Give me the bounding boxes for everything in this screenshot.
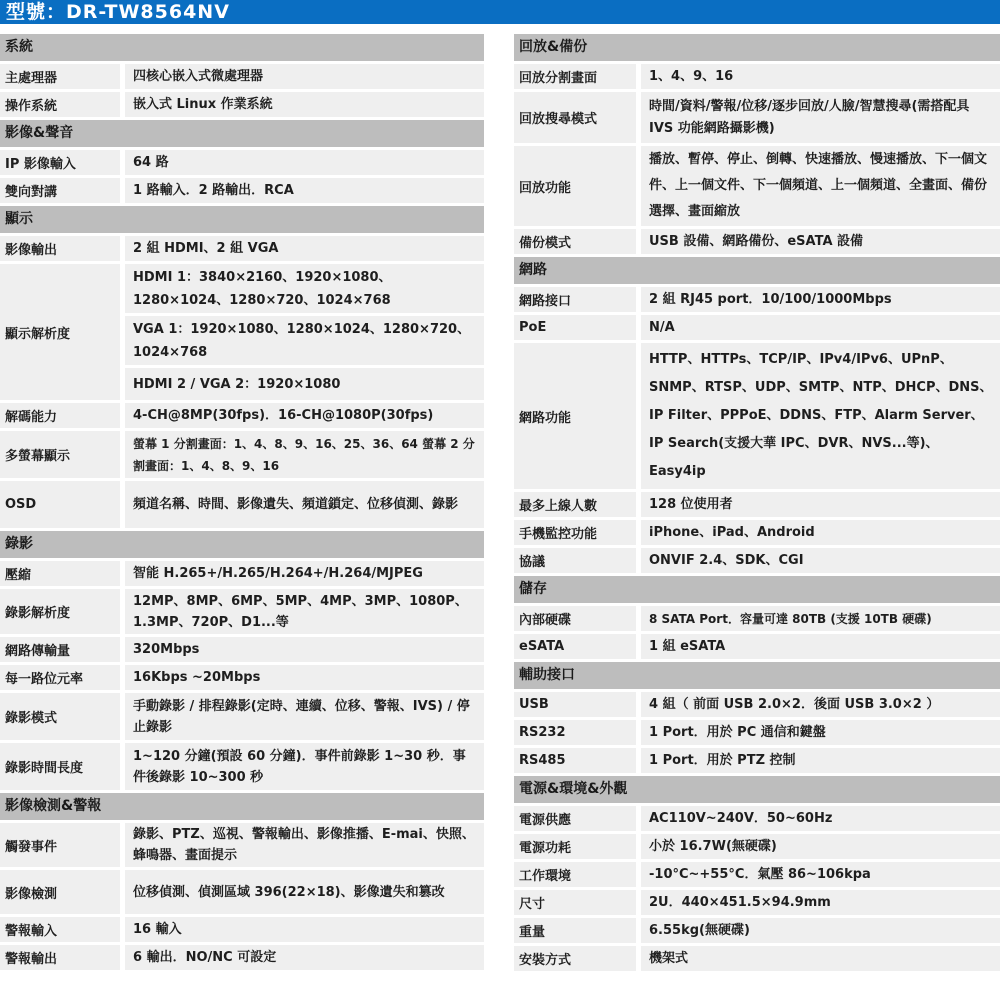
spec-value: 4-CH@8MP(30fps)．16-CH@1080P(30fps) — [125, 403, 484, 428]
spec-row — [514, 748, 1000, 773]
spec-value: 6.55kg(無硬碟) — [641, 918, 1000, 943]
spec-label: eSATA — [514, 634, 636, 659]
section-header-video-audio: 影像&聲音 — [0, 120, 484, 147]
spec-label: 警報輸出 — [0, 945, 120, 970]
spec-row — [514, 287, 1000, 312]
spec-row — [514, 720, 1000, 745]
spec-label: 回放分割畫面 — [514, 64, 636, 89]
section-header-detection-alarm: 影像檢測&警報 — [0, 793, 484, 820]
spec-row — [0, 403, 484, 428]
spec-row — [0, 92, 484, 117]
spec-column-right — [514, 34, 1000, 974]
spec-label: 工作環境 — [514, 862, 636, 887]
spec-value: 時間/資料/警報/位移/逐步回放/人臉/智慧搜尋(需搭配具 IVS 功能網路攝影機) — [641, 92, 1000, 143]
spec-value: AC110V~240V．50~60Hz — [641, 806, 1000, 831]
spec-label: OSD — [0, 481, 120, 528]
section-header-display: 顯示 — [0, 206, 484, 233]
spec-row — [514, 229, 1000, 254]
spec-label: 安裝方式 — [514, 946, 636, 971]
spec-value: 12MP、8MP、6MP、5MP、4MP、3MP、1080P、1.3MP、720P、D1...等 — [125, 589, 484, 634]
spec-value: VGA 1：1920×1080、1280×1024、1280×720、1024×768 — [125, 316, 484, 365]
spec-row — [514, 520, 1000, 545]
spec-label: 最多上線人數 — [514, 492, 636, 517]
spec-row — [514, 606, 1000, 631]
spec-label: USB — [514, 692, 636, 717]
spec-label: 重量 — [514, 918, 636, 943]
spec-row — [0, 150, 484, 175]
spec-value: 1、4、9、16 — [641, 64, 1000, 89]
spec-value: iPhone、iPad、Android — [641, 520, 1000, 545]
section-header-recording: 錄影 — [0, 531, 484, 558]
spec-value: 機架式 — [641, 946, 1000, 971]
spec-row — [0, 945, 484, 970]
spec-column-left — [0, 34, 484, 973]
spec-label: 雙向對講 — [0, 178, 120, 203]
spec-value: 2U．440×451.5×94.9mm — [641, 890, 1000, 915]
spec-value: 320Mbps — [125, 637, 484, 662]
spec-label: 協議 — [514, 548, 636, 573]
spec-row — [514, 315, 1000, 340]
spec-value: 錄影、PTZ、巡視、警報輸出、影像推播、E-mai、快照、蜂鳴器、畫面提示 — [125, 823, 484, 867]
spec-value: -10°C~+55°C．氣壓 86~106kpa — [641, 862, 1000, 887]
spec-row — [0, 743, 484, 790]
spec-row — [514, 692, 1000, 717]
spec-value: 嵌入式 Linux 作業系統 — [125, 92, 484, 117]
spec-value: HTTP、HTTPs、TCP/IP、IPv4/IPv6、UPnP、SNMP、RTSP、UDP、SMTP、NTP、DHCP、DNS、IP Filter、PPPoE、DDNS、FTP、Alarm Server、IP Search(支援大華 IPC、DVR、NVS...等)、Easy4ip — [641, 343, 1000, 489]
spec-label: 網路功能 — [514, 343, 636, 489]
spec-row — [514, 548, 1000, 573]
spec-label: 操作系統 — [0, 92, 120, 117]
spec-row — [514, 146, 1000, 226]
spec-row — [0, 481, 484, 528]
spec-value: 16Kbps ~20Mbps — [125, 665, 484, 690]
spec-label: 備份模式 — [514, 229, 636, 254]
spec-label: 錄影解析度 — [0, 589, 120, 634]
spec-value: 頻道名稱、時間、影像遺失、頻道鎖定、位移偵測、錄影 — [125, 481, 484, 528]
spec-value: 128 位使用者 — [641, 492, 1000, 517]
spec-row — [514, 343, 1000, 489]
spec-label: 多螢幕顯示 — [0, 431, 120, 478]
spec-row — [514, 918, 1000, 943]
spec-label: 觸發事件 — [0, 823, 120, 867]
spec-label: 內部硬碟 — [514, 606, 636, 631]
spec-row — [0, 870, 484, 914]
section-header-power-environment: 電源&環境&外觀 — [514, 776, 1000, 803]
spec-row — [0, 561, 484, 586]
spec-label: 電源功耗 — [514, 834, 636, 859]
spec-row — [514, 806, 1000, 831]
spec-value: 播放、暫停、停止、倒轉、快速播放、慢速播放、下一個文件、上一個文件、下一個頻道、上一個頻道、全畫面、備份選擇、畫面縮放 — [641, 146, 1000, 226]
spec-label: 每一路位元率 — [0, 665, 120, 690]
section-header-aux-ports: 輔助接口 — [514, 662, 1000, 689]
spec-value: 1 路輸入．2 路輸出．RCA — [125, 178, 484, 203]
spec-row — [0, 917, 484, 942]
section-header-network: 網路 — [514, 257, 1000, 284]
spec-label: 錄影時間長度 — [0, 743, 120, 790]
spec-label: 影像輸出 — [0, 236, 120, 261]
spec-value: 8 SATA Port．容量可達 80TB (支援 10TB 硬碟) — [641, 606, 1000, 631]
spec-label: 手機監控功能 — [514, 520, 636, 545]
spec-row — [514, 834, 1000, 859]
spec-value: 2 組 RJ45 port．10/100/1000Mbps — [641, 287, 1000, 312]
spec-value: 1~120 分鐘(預設 60 分鐘)．事件前錄影 1~30 秒．事件後錄影 10~300 秒 — [125, 743, 484, 790]
spec-row — [0, 665, 484, 690]
spec-value: 位移偵測、偵測區域 396(22×18)、影像遺失和篡改 — [125, 870, 484, 914]
spec-row — [514, 862, 1000, 887]
spec-value: 2 組 HDMI、2 組 VGA — [125, 236, 484, 261]
section-header-playback-backup: 回放&備份 — [514, 34, 1000, 61]
spec-row — [0, 637, 484, 662]
spec-label: 警報輸入 — [0, 917, 120, 942]
spec-row — [0, 823, 484, 867]
spec-value: 16 輸入 — [125, 917, 484, 942]
spec-row — [514, 634, 1000, 659]
spec-value: 1 Port．用於 PTZ 控制 — [641, 748, 1000, 773]
spec-value: 1 Port．用於 PC 通信和鍵盤 — [641, 720, 1000, 745]
spec-row — [514, 64, 1000, 89]
spec-row — [0, 589, 484, 634]
spec-label: 電源供應 — [514, 806, 636, 831]
spec-row — [514, 92, 1000, 143]
spec-value: 4 組（ 前面 USB 2.0×2．後面 USB 3.0×2 ） — [641, 692, 1000, 717]
spec-row — [0, 431, 484, 478]
spec-label: 網路傳輸量 — [0, 637, 120, 662]
spec-row — [0, 693, 484, 740]
spec-label: 錄影模式 — [0, 693, 120, 740]
spec-label: PoE — [514, 315, 636, 340]
spec-label: 回放功能 — [514, 146, 636, 226]
spec-label: 網路接口 — [514, 287, 636, 312]
spec-label: 尺寸 — [514, 890, 636, 915]
spec-label: 回放搜尋模式 — [514, 92, 636, 143]
spec-row — [0, 64, 484, 89]
spec-value: N/A — [641, 315, 1000, 340]
section-header-system: 系統 — [0, 34, 484, 61]
spec-label: RS485 — [514, 748, 636, 773]
spec-row — [0, 178, 484, 203]
spec-value: ONVIF 2.4、SDK、CGI — [641, 548, 1000, 573]
spec-value: HDMI 1：3840×2160、1920×1080、1280×1024、1280×720、1024×768 — [125, 264, 484, 313]
spec-row — [0, 236, 484, 261]
spec-row — [514, 492, 1000, 517]
spec-value: 6 輸出．NO/NC 可設定 — [125, 945, 484, 970]
model-title: 型號：DR-TW8564NV — [0, 0, 1000, 24]
spec-value: HDMI 2 / VGA 2：1920×1080 — [125, 368, 484, 400]
spec-label: 主處理器 — [0, 64, 120, 89]
spec-row — [0, 264, 484, 400]
spec-row — [514, 946, 1000, 971]
spec-label: RS232 — [514, 720, 636, 745]
spec-label: 影像檢測 — [0, 870, 120, 914]
spec-label: IP 影像輸入 — [0, 150, 120, 175]
section-header-storage: 儲存 — [514, 576, 1000, 603]
spec-value: 1 組 eSATA — [641, 634, 1000, 659]
spec-value: 手動錄影 / 排程錄影(定時、連續、位移、警報、IVS) / 停止錄影 — [125, 693, 484, 740]
spec-value: 64 路 — [125, 150, 484, 175]
spec-value: 螢幕 1 分割畫面：1、4、8、9、16、25、36、64 螢幕 2 分割畫面：1、4、8、9、16 — [125, 431, 484, 478]
spec-value: 智能 H.265+/H.265/H.264+/H.264/MJPEG — [125, 561, 484, 586]
spec-value: 小於 16.7W(無硬碟) — [641, 834, 1000, 859]
spec-row — [514, 890, 1000, 915]
spec-label: 壓縮 — [0, 561, 120, 586]
spec-label: 顯示解析度 — [0, 264, 120, 400]
spec-label: 解碼能力 — [0, 403, 120, 428]
spec-value: 四核心嵌入式微處理器 — [125, 64, 484, 89]
spec-value: USB 設備、網路備份、eSATA 設備 — [641, 229, 1000, 254]
